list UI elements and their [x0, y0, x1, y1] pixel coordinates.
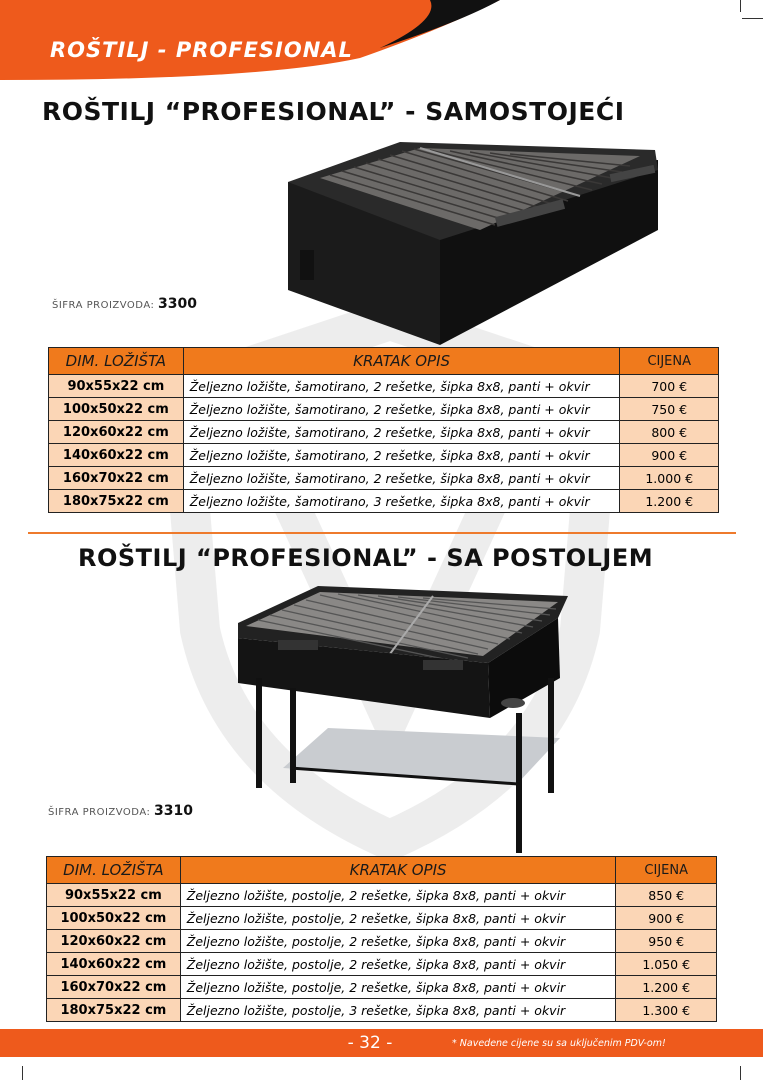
cell-price: 1.200 €	[616, 976, 717, 999]
section-title-samostojeci: ROŠTILJ “PROFESIONAL” - SAMOSTOJEĆI	[42, 97, 625, 126]
cell-dim: 90x55x22 cm	[49, 375, 184, 398]
crop-mark-bottom-right	[740, 1066, 741, 1080]
cell-desc: Željezno ložište, postolje, 2 rešetke, šipka 8x8, panti + okvir	[180, 930, 616, 953]
col-header-dim: DIM. LOŽIŠTA	[47, 857, 181, 884]
table-row	[49, 444, 719, 467]
col-header-desc: KRATAK OPIS	[183, 348, 620, 375]
cell-dim: 120x60x22 cm	[49, 421, 184, 444]
cell-desc: Željezno ložište, šamotirano, 2 rešetke, šipka 8x8, panti + okvir	[183, 467, 620, 490]
crop-mark-top-right-h	[742, 18, 763, 19]
product-code-label: ŠIFRA PROIZVODA:	[52, 300, 155, 311]
cell-dim: 120x60x22 cm	[47, 930, 181, 953]
product-code-3300	[52, 296, 197, 312]
product-code-value: 3310	[154, 803, 194, 819]
cell-price: 1.050 €	[616, 953, 717, 976]
table-row	[49, 375, 719, 398]
cell-desc: Željezno ložište, šamotirano, 2 rešetke, šipka 8x8, panti + okvir	[183, 444, 620, 467]
col-header-price: CIJENA	[620, 348, 719, 375]
cell-dim: 100x50x22 cm	[49, 398, 184, 421]
grill-freestanding-image	[280, 130, 665, 345]
price-table-samostojeci	[48, 347, 719, 513]
cell-dim: 160x70x22 cm	[49, 467, 184, 490]
cell-desc: Željezno ložište, šamotirano, 3 rešetke, šipka 8x8, panti + okvir	[183, 490, 620, 513]
cell-dim: 90x55x22 cm	[47, 884, 181, 907]
cell-price: 800 €	[620, 421, 719, 444]
cell-dim: 160x70x22 cm	[47, 976, 181, 999]
cell-desc: Željezno ložište, postolje, 2 rešetke, šipka 8x8, panti + okvir	[180, 884, 616, 907]
cell-price: 900 €	[616, 907, 717, 930]
cell-desc: Željezno ložište, postolje, 2 rešetke, šipka 8x8, panti + okvir	[180, 953, 616, 976]
header-title: ROŠTILJ - PROFESIONAL	[50, 38, 353, 62]
page-number: - 32 -	[347, 1033, 393, 1053]
cell-dim: 140x60x22 cm	[47, 953, 181, 976]
cell-price: 1.000 €	[620, 467, 719, 490]
cell-desc: Željezno ložište, postolje, 3 rešetke, šipka 8x8, panti + okvir	[180, 999, 616, 1022]
cell-price: 1.200 €	[620, 490, 719, 513]
table-row	[47, 930, 717, 953]
price-table-sa-postoljem	[46, 856, 717, 1022]
cell-desc: Željezno ložište, šamotirano, 2 rešetke, šipka 8x8, panti + okvir	[183, 421, 620, 444]
cell-desc: Željezno ložište, postolje, 2 rešetke, šipka 8x8, panti + okvir	[180, 907, 616, 930]
cell-dim: 100x50x22 cm	[47, 907, 181, 930]
cell-price: 950 €	[616, 930, 717, 953]
cell-price: 750 €	[620, 398, 719, 421]
cell-desc: Željezno ložište, šamotirano, 2 rešetke, šipka 8x8, panti + okvir	[183, 375, 620, 398]
table-row	[49, 398, 719, 421]
product-code-3310	[48, 803, 193, 819]
table-row	[49, 490, 719, 513]
table-row	[47, 976, 717, 999]
table-row	[47, 999, 717, 1022]
cell-price: 1.300 €	[616, 999, 717, 1022]
cell-price: 700 €	[620, 375, 719, 398]
col-header-desc: KRATAK OPIS	[180, 857, 616, 884]
grill-with-stand-image	[228, 578, 573, 856]
section-divider	[28, 532, 736, 534]
cell-dim: 180x75x22 cm	[49, 490, 184, 513]
section-title-sa-postoljem: ROŠTILJ “PROFESIONAL” - SA POSTOLJEM	[78, 544, 654, 572]
cell-dim: 180x75x22 cm	[47, 999, 181, 1022]
table-row	[47, 953, 717, 976]
table-header-row	[47, 857, 717, 884]
cell-desc: Željezno ložište, šamotirano, 2 rešetke, šipka 8x8, panti + okvir	[183, 398, 620, 421]
table-row	[47, 884, 717, 907]
cell-dim: 140x60x22 cm	[49, 444, 184, 467]
cell-price: 900 €	[620, 444, 719, 467]
col-header-price: CIJENA	[616, 857, 717, 884]
table-row	[49, 421, 719, 444]
product-code-value: 3300	[158, 296, 198, 312]
product-code-label: ŠIFRA PROIZVODA:	[48, 807, 151, 818]
footer-vat-note: * Navedene cijene su sa uključenim PDV-om!	[452, 1038, 666, 1049]
crop-mark-top-right	[740, 0, 741, 12]
table-row	[49, 467, 719, 490]
table-header-row	[49, 348, 719, 375]
table-row	[47, 907, 717, 930]
col-header-dim: DIM. LOŽIŠTA	[49, 348, 184, 375]
crop-mark-bottom-left	[22, 1066, 23, 1080]
cell-desc: Željezno ložište, postolje, 2 rešetke, šipka 8x8, panti + okvir	[180, 976, 616, 999]
cell-price: 850 €	[616, 884, 717, 907]
